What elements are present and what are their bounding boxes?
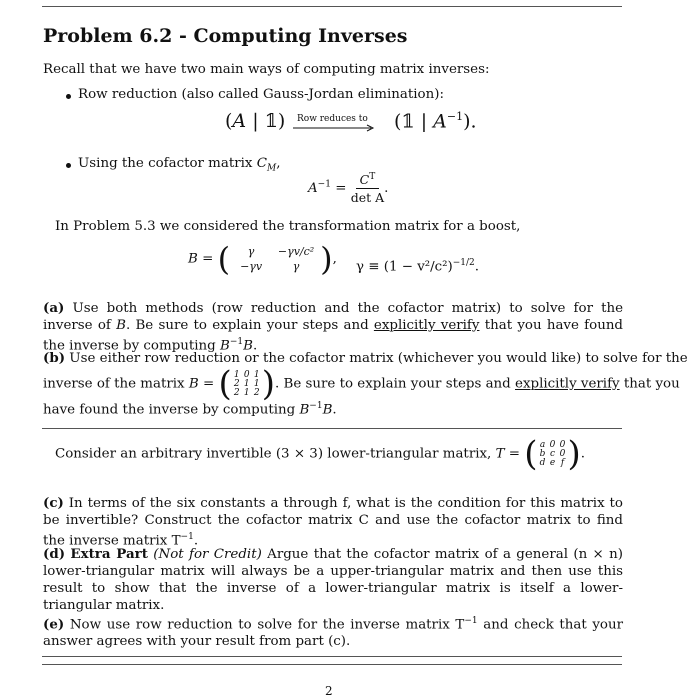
part-a-text: . Be sure to explain your steps and [125, 318, 374, 333]
matrix-t: ( a 0 0 b c 0 d e f ) [524, 434, 581, 474]
matrix-entry: a [539, 439, 546, 450]
cofactor-comma: , [276, 156, 281, 171]
cofactor-intro [78, 156, 280, 174]
matrix-entry: 0 [559, 439, 566, 450]
part-a-label: (a) [43, 300, 65, 316]
part-a: (a) Use both methods (row reduction and the cofactor matrix) to solve for the inverse of B. Be sure to explain your steps and explicitly verify that you have found the inverse by computing $B^{-1}B$. [43, 300, 624, 354]
gamma-exponent: −1/2 [452, 258, 475, 268]
matrix-entry: 2 [233, 378, 240, 389]
matrix-entry: 2 [233, 387, 240, 398]
matrix-entry: 0 [549, 439, 556, 450]
formula-denominator: det A [350, 190, 385, 206]
triangular-intro: Consider an arbitrary invertible (3 × 3) lower-triangular matrix, T = ( a 0 0 b c 0 d e f ) . [55, 434, 586, 474]
identity-symbol: 𝟙 [264, 110, 278, 132]
part-e-text: Now use row reduction to solve for the inverse matrix T [64, 617, 465, 633]
part-b-text: that you [619, 376, 680, 392]
matrix-entry: 1 [243, 378, 250, 389]
part-a-text: that you have found the inverse by computing [43, 318, 624, 354]
matrix-entry: b [539, 448, 546, 459]
bullet-icon [66, 163, 71, 168]
identity-symbol: 𝟙 [401, 110, 415, 133]
gamma-definition: $\gamma \equiv (1 - v^2/c^2)^{-1/2}$. [356, 258, 480, 275]
augmented-matrix-rhs: (𝟙 | $A^{-1}$). [394, 110, 477, 133]
part-d-text: Argue that the cofactor matrix of a general (n × n) lower-triangular matrix will always be a upper-triangular matrix and then use this result to show that the inverse of a lower-triangular matrix is itself a lower-triangular matrix. [43, 547, 623, 613]
gamma-def-text: γ ≡ (1 − v²/c²) [356, 259, 453, 275]
part-b-label: (b) [43, 350, 66, 366]
page-number: 2 [325, 684, 333, 698]
part-b-text: Be sure to explain your steps and [279, 376, 516, 392]
boost-intro: In Problem 5.3 we considered the transformation matrix for a boost, [55, 219, 521, 234]
explicitly-verify-text: explicitly verify [515, 376, 620, 392]
row-reduction-text: Row reduction (also called Gauss-Jordan elimination): [78, 87, 444, 102]
matrix-entry: 1 [233, 369, 240, 380]
problem-title: Problem 6.2 - Computing Inverses [43, 25, 408, 47]
matrix-a-symbol: A [433, 110, 447, 133]
boost-matrix-label: B = [188, 251, 214, 267]
part-e-label: (e) [43, 616, 65, 633]
part-b-line3: have found the inverse by computing $B^{-1}B$. [43, 401, 337, 418]
matrix-entry: f [560, 457, 565, 468]
augmented-matrix-lhs: (A | 𝟙) [225, 110, 286, 132]
part-e: (e) Now use row reduction to solve for the inverse matrix $T^{-1}$ and check that your answer agrees with your result from part (c). [43, 616, 624, 650]
bottom-rule [42, 656, 622, 657]
matrix-b: ( 1 0 1 2 1 1 2 1 2 ) [218, 364, 275, 404]
cofactor-symbol: C [256, 156, 267, 171]
formula-lhs: A [308, 181, 318, 197]
matrix-entry: c [549, 448, 556, 459]
matrix-entry: 1 [243, 387, 250, 398]
matrix-entry: γ [247, 245, 255, 258]
matrix-entry: −γv [240, 260, 263, 273]
triangular-intro-text: Consider an arbitrary invertible (3 × 3) lower-triangular matrix, [55, 446, 496, 462]
inverse-formula: $A^{-1}$ = $\frac{C^T}{\text{det A}}$ . [308, 172, 389, 206]
part-a-text: Use both methods (row reduction and the cofactor matrix) to solve for the inverse of [43, 301, 623, 333]
row-reduces-arrow-icon [293, 124, 375, 132]
matrix-entry: −γv/c² [277, 245, 315, 258]
matrix-entry: 0 [559, 448, 566, 459]
matrix-entry: d [539, 457, 546, 468]
cofactor-lead-text: Using the cofactor matrix [78, 156, 257, 171]
part-d [43, 546, 623, 614]
row-reduces-label: Row reduces to [297, 114, 368, 124]
boost-matrix: ( γ −γv/c² −γv γ ) [217, 240, 333, 278]
matrix-entry: 1 [253, 378, 260, 389]
part-c: (c) In terms of the six constants a through f, what is the condition for this matrix to be invertible? Construct the cofactor matrix C and use the cofactor matrix to find the inverse matrix $T^{-1}$. [43, 495, 623, 549]
part-c-text: In terms of the six constants a through f, what is the condition for this matrix to be invertible? Construct the cofactor matrix C and use the cofactor matrix to find the inverse matrix T [43, 496, 623, 549]
cofactor-subscript: M [266, 163, 277, 174]
formula-numerator: C [359, 172, 370, 188]
part-b-line2: inverse of the matrix B = ( 1 0 1 2 1 1 2 1 2 ) . Be sure to explain your steps and explicitly verify that you [43, 364, 680, 404]
extra-part-label: Extra Part [70, 546, 148, 562]
not-for-credit-label: (Not for Credit) [153, 547, 262, 562]
matrix-a-symbol: A [232, 110, 247, 132]
part-b-text: Use either row reduction or the cofactor matrix (whichever you would like) to solve for the [65, 351, 688, 366]
explicitly-verify-text: explicitly verify [373, 318, 480, 333]
section-rule [42, 428, 622, 429]
part-d-label: (d) [43, 546, 66, 562]
part-b-line1 [43, 350, 688, 366]
matrix-entry: 1 [253, 369, 260, 380]
formula-fraction: $\frac{C^T}{\text{det A}}$ [350, 172, 385, 206]
matrix-entry: e [549, 457, 556, 468]
top-rule [42, 6, 622, 7]
boost-matrix-equation: B = ( γ −γv/c² −γv γ ) , [188, 240, 337, 278]
matrix-entry: 2 [253, 387, 260, 398]
matrix-entry: γ [292, 260, 300, 273]
part-e-text: and check that your answer agrees with your result from part (c). [43, 617, 624, 650]
bottom-rule [42, 664, 622, 665]
matrix-entry: 0 [243, 369, 250, 380]
part-c-label: (c) [43, 495, 64, 511]
bullet-icon [66, 94, 71, 99]
intro-text: Recall that we have two main ways of computing matrix inverses: [43, 62, 490, 77]
